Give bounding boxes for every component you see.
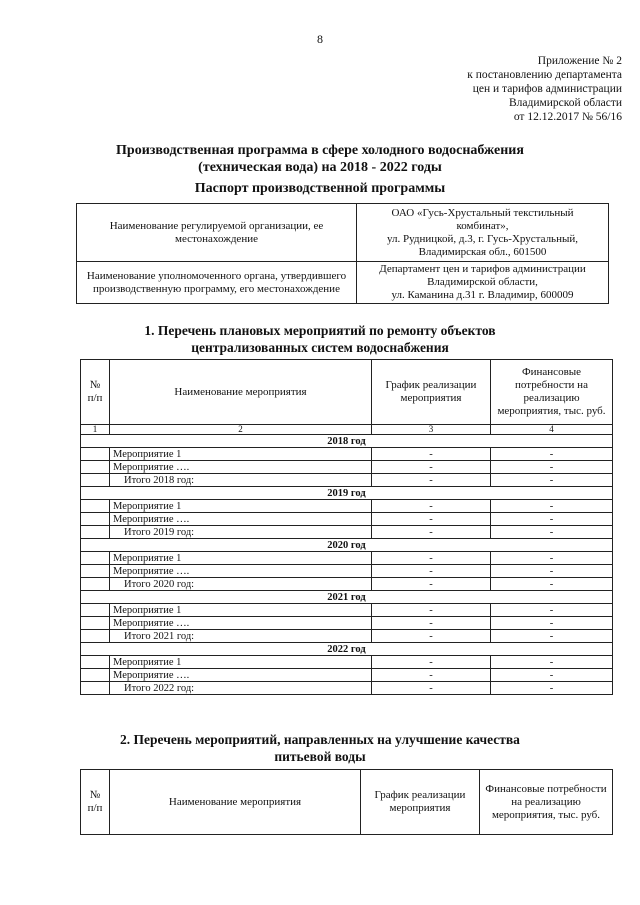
section2-title-line: питьевой воды [274,749,366,764]
measure-schedule: - [372,552,491,565]
appendix-line: Приложение № 2 [537,55,622,67]
passport-label: Наименование уполномоченного органа, утвердившего производственную программу, его местонахождение [77,262,357,304]
table-row [81,669,613,682]
column-number: 3 [372,425,491,435]
section2-title [60,731,580,765]
year-label: 2021 год [81,591,613,604]
row-num [81,669,110,682]
header-num: № п/п [81,770,110,835]
measure-finance: - [491,565,613,578]
passport-value-line: Владимирская обл., 601500 [418,245,547,258]
measure-schedule: - [372,526,491,539]
row-num [81,617,110,630]
repair-measures-table [80,359,613,695]
row-num [81,448,110,461]
year-label: 2022 год [81,643,613,656]
row-num [81,526,110,539]
measure-schedule: - [372,656,491,669]
measure-name: Мероприятие 1 [110,552,372,565]
table-row [81,682,613,695]
row-num [81,630,110,643]
column-number: 4 [491,425,613,435]
document-title-line: Производственная программа в сфере холодного водоснабжения [116,143,524,158]
row-num [81,461,110,474]
table-row [81,461,613,474]
section1-title [60,322,580,356]
year-row [81,643,613,656]
measure-schedule: - [372,604,491,617]
measure-name: Итого 2022 год: [110,682,372,695]
measure-name: Итого 2019 год: [110,526,372,539]
table-row [81,526,613,539]
measure-finance: - [491,617,613,630]
measure-name: Итого 2018 год: [110,474,372,487]
passport-value [357,262,609,304]
year-label: 2018 год [81,435,613,448]
section2-title-line: 2. Перечень мероприятий, направленных на улучшение качества [120,732,520,747]
table-row [81,656,613,669]
appendix-line: к постановлению департамента [467,69,622,81]
year-label: 2020 год [81,539,613,552]
table-header-row [81,770,613,835]
table-row [81,552,613,565]
header-schedule: График реализации мероприятия [372,360,491,425]
measure-schedule: - [372,513,491,526]
measure-schedule: - [372,448,491,461]
passport-value-line: ул. Каманина д.31 г. Владимир, 600009 [391,289,574,301]
measure-schedule: - [372,617,491,630]
measure-name: Мероприятие 1 [110,448,372,461]
appendix-line: цен и тарифов администрации [472,83,622,95]
measure-name: Мероприятие …. [110,513,372,526]
table-row [81,474,613,487]
measure-finance: - [491,526,613,539]
appendix-note [382,54,622,124]
header-num: № п/п [81,360,110,425]
table-row [81,617,613,630]
table-row [81,513,613,526]
table-header-row [81,360,613,425]
table-row [81,565,613,578]
measure-finance: - [491,630,613,643]
measure-schedule: - [372,500,491,513]
page-number: 8 [317,32,323,46]
measure-name: Мероприятие …. [110,669,372,682]
year-label: 2019 год [81,487,613,500]
measure-schedule: - [372,474,491,487]
measure-finance: - [491,604,613,617]
measure-schedule: - [372,682,491,695]
year-row [81,487,613,500]
header-name: Наименование мероприятия [110,360,372,425]
measure-finance: - [491,474,613,487]
measure-name: Итого 2021 год: [110,630,372,643]
passport-value-line: комбинат», [456,219,509,232]
row-num [81,578,110,591]
measure-name: Мероприятие …. [110,565,372,578]
column-number-row [81,425,613,435]
appendix-line: Владимирской области [508,97,622,109]
measure-schedule: - [372,565,491,578]
measure-finance: - [491,578,613,591]
measure-finance: - [491,513,613,526]
row-num [81,565,110,578]
passport-value-line: Департамент цен и тарифов администрации [379,263,586,275]
passport-value [357,204,609,262]
passport-table [76,203,609,304]
appendix-line: от 12.12.2017 № 56/16 [513,111,622,123]
table-row [81,578,613,591]
measure-schedule: - [372,630,491,643]
passport-row [77,204,609,262]
measure-finance: - [491,552,613,565]
passport-row [77,262,609,304]
measure-name: Мероприятие 1 [110,604,372,617]
measure-finance: - [491,682,613,695]
row-num [81,474,110,487]
measure-name: Мероприятие …. [110,617,372,630]
row-num [81,656,110,669]
measure-finance: - [491,656,613,669]
header-name: Наименование мероприятия [110,770,361,835]
row-num [81,513,110,526]
year-row [81,435,613,448]
measure-schedule: - [372,669,491,682]
section1-title-line: 1. Перечень плановых мероприятий по ремонту объектов [144,323,496,338]
row-num [81,604,110,617]
row-num [81,552,110,565]
measure-schedule: - [372,578,491,591]
passport-value-line: ОАО «Гусь-Хрустальный текстильный [391,206,574,219]
measure-finance: - [491,669,613,682]
header-schedule: График реализации мероприятия [361,770,480,835]
measure-finance: - [491,461,613,474]
row-num [81,682,110,695]
measure-name: Мероприятие 1 [110,656,372,669]
table-row [81,448,613,461]
document-title [60,142,580,176]
document-title-line: (техническая вода) на 2018 - 2022 годы [198,160,442,175]
column-number: 1 [81,425,110,435]
table-row [81,604,613,617]
year-row [81,591,613,604]
measure-finance: - [491,448,613,461]
measure-finance: - [491,500,613,513]
water-quality-measures-table [80,769,613,835]
year-row [81,539,613,552]
column-number: 2 [110,425,372,435]
passport-value-line: Владимирской области, [427,276,538,288]
measure-name: Итого 2020 год: [110,578,372,591]
table-row [81,500,613,513]
passport-value-line: ул. Рудницкой, д.3, г. Гусь-Хрустальный, [386,232,578,245]
table-row [81,630,613,643]
measure-schedule: - [372,461,491,474]
passport-heading: Паспорт производственной программы [194,181,446,196]
row-num [81,500,110,513]
header-finance: Финансовые потребности на реализацию мероприятия, тыс. руб. [491,360,613,425]
measure-name: Мероприятие 1 [110,500,372,513]
measure-name: Мероприятие …. [110,461,372,474]
passport-label: Наименование регулируемой организации, ее местонахождение [77,204,357,262]
header-finance: Финансовые потребности на реализацию мероприятия, тыс. руб. [480,770,613,835]
section1-title-line: централизованных систем водоснабжения [191,340,449,355]
